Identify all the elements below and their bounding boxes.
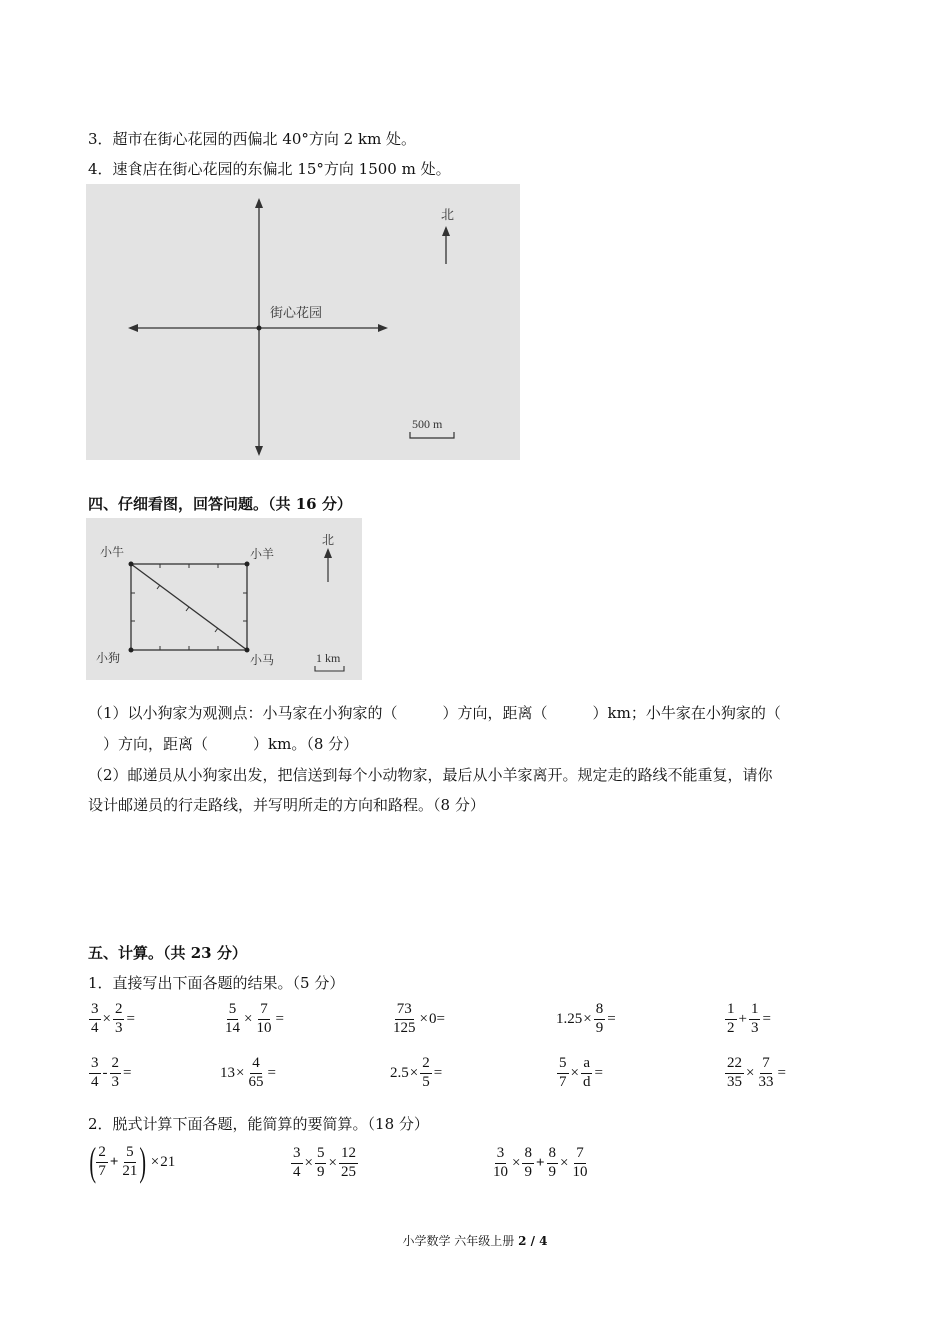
subsection-1-title: 1．直接写出下面各题的结果。（5 分） [88,974,345,992]
fraction: $\frac{22}{35}$ [727,1055,742,1090]
footer-text: 小学数学 六年级上册 [402,1234,519,1248]
fraction: $\frac{73}{125}$ [393,1001,416,1036]
question-1-line-2: ）方向，距离（ ）km。（8 分） [88,735,359,753]
dog-label: 小狗 [96,651,121,665]
item-3: 3．超市在街心花园的西偏北 40°方向 2 km 处。 [88,130,417,148]
fraction: $\frac{7}{10}$ [572,1145,588,1180]
sheep-label: 小羊 [250,547,275,561]
fraction: $\frac{2}{3}$ [114,1001,123,1036]
fraction: $\frac{3}{4}$ [91,1055,99,1090]
expr-g: 13 × $\frac{4}{65}$ = [220,1055,276,1090]
expr-f: $\frac{3}{4}$ - $\frac{2}{3}$ = [91,1055,132,1090]
fraction: $\frac{1}{3}$ [750,1001,759,1036]
section-5-title: 五、计算。（共 23 分） [88,944,247,962]
expr-l: $\frac{3}{4}$ × $\frac{5}{9}$ × $\frac{12}{25}$ [293,1145,356,1180]
fraction: $\frac{7}{10}$ [256,1001,272,1036]
fraction: $\frac{5}{7}$ [559,1055,567,1090]
question-1-line-1: （1）以小狗家为观测点：小马家在小狗家的（ ）方向，距离（ ）km；小牛家在小狗家的（ [88,704,781,722]
center-label: 街心花园 [270,306,323,321]
expr-k: ( $\frac{2}{7}$ + $\frac{5}{21}$ ) × 21 [89,1139,176,1184]
scale-label: 500 m [412,417,443,431]
fraction: $\frac{2}{3}$ [111,1055,119,1090]
fraction: $\frac{12}{25}$ [340,1145,356,1180]
north-label: 北 [441,208,455,223]
expr-c: $\frac{73}{125}$ × 0= [393,1001,445,1036]
expr-a: $\frac{3}{4}$ × $\frac{2}{3}$ = [91,1001,135,1036]
question-2-line-2: 设计邮递员的行走路线，并写明所走的方向和路程。（8 分） [88,796,485,814]
scale-label: 1 km [316,651,341,665]
section-4-title: 四、仔细看图，回答问题。（共 16 分） [88,495,352,513]
fraction: $\frac{8}{9}$ [595,1001,604,1036]
fraction: $\frac{7}{33}$ [758,1055,774,1090]
fraction: $\frac{a}{d}$ [582,1055,591,1090]
cow-label: 小牛 [100,545,125,559]
horse-label: 小马 [250,653,275,667]
fraction: $\frac{1}{2}$ [727,1001,735,1036]
fraction: $\frac{3}{4}$ [293,1145,301,1180]
item-4: 4．速食店在街心花园的东偏北 15°方向 1500 m 处。 [88,160,451,178]
fraction: $\frac{3}{4}$ [91,1001,99,1036]
street-garden-map [86,184,520,460]
fraction: $\frac{5}{21}$ [122,1143,138,1179]
fraction: $\frac{8}{9}$ [548,1145,557,1180]
expr-e: $\frac{1}{2}$ + $\frac{1}{3}$ = [727,1001,771,1036]
expr-m: $\frac{3}{10}$ × $\frac{8}{9}$ + $\frac{8}{9}$ × $\frac{7}{10}$ [493,1145,588,1180]
north-label: 北 [322,533,335,547]
subsection-2-title: 2．脱式计算下面各题，能简算的要简算。（18 分） [88,1115,429,1133]
expr-d: 1.25 × $\frac{8}{9}$ = [556,1001,616,1036]
expr-j: $\frac{22}{35}$ × $\frac{7}{33}$ = [727,1055,786,1090]
fraction: $\frac{2}{5}$ [422,1055,430,1090]
fraction: $\frac{5}{9}$ [316,1145,325,1180]
question-2-line-1: （2）邮递员从小狗家出发，把信送到每个小动物家，最后从小羊家离开。规定走的路线不能重复，请你 [88,766,773,784]
fraction: $\frac{8}{9}$ [524,1145,532,1180]
fraction: $\frac{2}{7}$ [98,1143,106,1179]
expr-i: $\frac{5}{7}$ × $\frac{a}{d}$ = [559,1055,603,1090]
page-footer [0,1232,950,1249]
expr-h: 2.5 × $\frac{2}{5}$ = [390,1055,443,1090]
fraction: $\frac{5}{14}$ [225,1001,240,1036]
page-number: 2 / 4 [518,1234,548,1248]
expr-b: $\frac{5}{14}$ × $\frac{7}{10}$ = [225,1001,284,1036]
fraction: $\frac{4}{65}$ [248,1055,264,1090]
fraction: $\frac{3}{10}$ [493,1145,508,1180]
animal-houses-map [86,518,362,680]
